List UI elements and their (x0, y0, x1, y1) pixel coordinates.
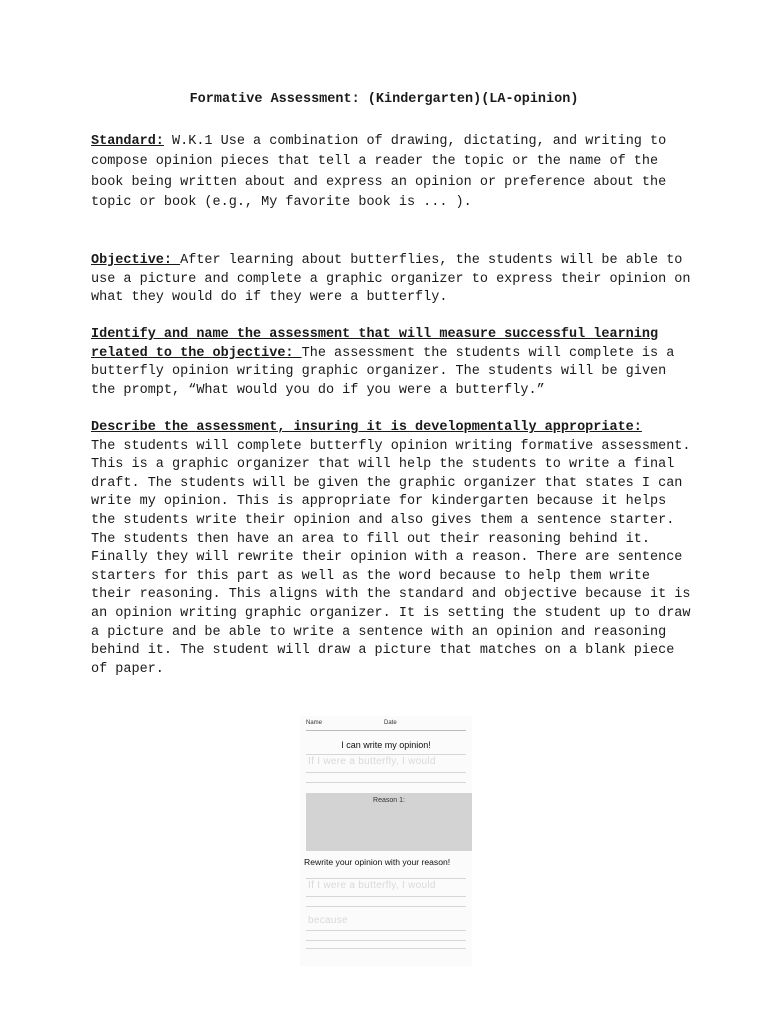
worksheet-date-label: Date (384, 720, 397, 726)
describe-text: The students will complete butterfly opinion writing formative assessment. This is a graphic organizer that will help the students to write a final draft. The students will be given the graphic organizer that states I can write my opinion. This is appropriate for kindergarten because it helps the students write their opinion and also gives them a sentence starter. The students then have an area to fill out their reasoning behind it. Finally they will rewrite their opinion with a reason. There are sentence starters for this part as well as the word because to help them write their reasoning. This aligns with the standard and objective because it is an opinion writing graphic organizer. It is setting the student up to draw a picture and be able to write a sentence with an opinion and reasoning behind it. The student will draw a picture that matches on a blank piece of paper. (91, 438, 691, 677)
objective-label: Objective: (91, 253, 181, 268)
identify-section (91, 326, 691, 400)
worksheet-rule (306, 896, 466, 897)
worksheet-rule (306, 948, 466, 949)
describe-section (91, 419, 691, 679)
worksheet-trace-1: If I were a butterfly, I would (308, 756, 436, 767)
standard-section (91, 132, 691, 214)
worksheet-reason-label: Reason 1: (373, 797, 405, 804)
worksheet-trace-3: because (308, 915, 348, 926)
describe-label: Describe the assessment, insuring it is developmentally appropriate: (91, 420, 642, 435)
worksheet-rule (306, 782, 466, 783)
standard-label: Standard: (91, 134, 164, 149)
identify-label: Identify and name the assessment that will measure successful learning related to the objective: (91, 327, 659, 361)
worksheet-image (300, 716, 472, 966)
worksheet-name-date-line (306, 720, 466, 731)
objective-section (91, 252, 691, 308)
worksheet-heading: I can write my opinion! (341, 740, 431, 750)
worksheet-rule (306, 772, 466, 773)
worksheet-name-label: Name (306, 720, 323, 726)
worksheet-rule (306, 940, 466, 941)
worksheet-trace-2: If I were a butterfly, I would (308, 880, 436, 891)
worksheet-rule (306, 906, 466, 907)
worksheet-rule (306, 930, 466, 931)
identify-text: The assessment the students will complete is a butterfly opinion writing graphic organizer. The students will be given the prompt, “What would you do if you were a butterfly.” (91, 345, 675, 398)
document-title: Formative Assessment: (Kindergarten)(LA-opinion) (189, 92, 579, 107)
worksheet-rewrite-heading: Rewrite your opinion with your reason! (304, 857, 451, 867)
standard-text: W.K.1 Use a combination of drawing, dictating, and writing to compose opinion pieces that tell a reader the topic or the name of the book being written about and express an opinion or preference about the topic or book (e.g., My favorite book is ... ). (91, 134, 667, 211)
worksheet-rule (306, 754, 466, 755)
objective-text: After learning about butterflies, the students will be able to use a picture and complete a graphic organizer to express their opinion on what they would do if they were a butterfly. (91, 253, 691, 305)
worksheet-reason-box (306, 793, 472, 851)
worksheet-rule (306, 878, 466, 879)
